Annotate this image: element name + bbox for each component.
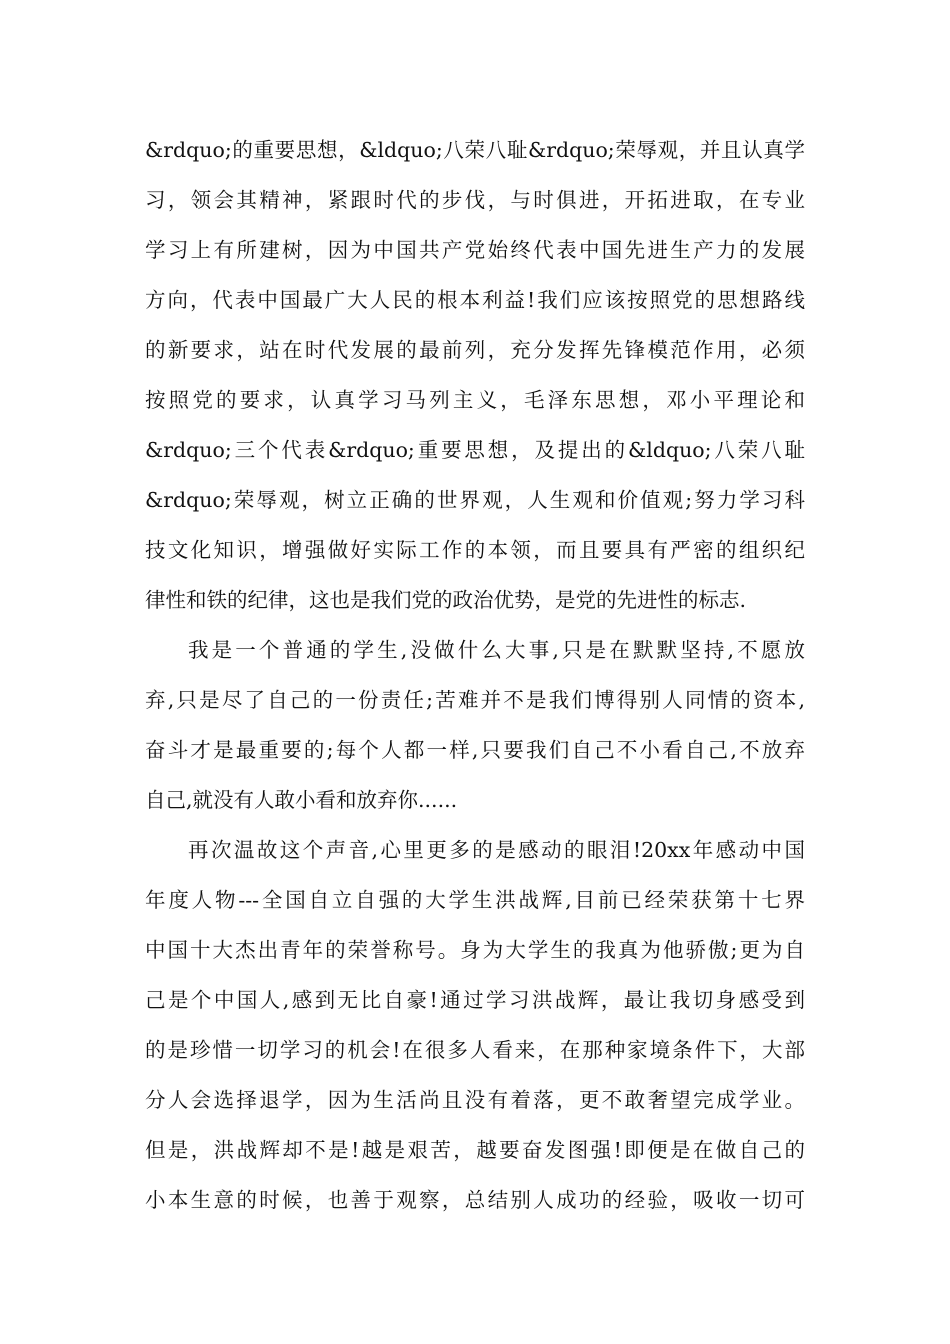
paragraph-2-line-1: 我是一个普通的学生,没做什么大事,只是在默默坚持,不愿放	[188, 638, 805, 662]
paragraph-1-line-10: 律性和铁的纪律，这也是我们党的政治优势，是党的先进性的标志.	[145, 588, 747, 612]
paragraph-2-line-3: 奋斗才是最重要的;每个人都一样,只要我们自己不小看自己,不放弃	[145, 738, 805, 762]
paragraph-3-line-8: 小本生意的时候，也善于观察，总结别人成功的经验，吸收一切可	[145, 1188, 805, 1212]
paragraph-1-line-4: 方向，代表中国最广大人民的根本利益!我们应该按照党的思想路线	[145, 288, 805, 312]
paragraph-3-line-1: 再次温故这个声音,心里更多的是感动的眼泪!20xx年感动中国	[188, 838, 805, 862]
paragraph-1-line-5: 的新要求，站在时代发展的最前列，充分发挥先锋模范作用，必须	[145, 338, 805, 362]
paragraph-3-line-5: 的是珍惜一切学习的机会!在很多人看来，在那种家境条件下，大部	[145, 1038, 805, 1062]
paragraph-3-line-7: 但是，洪战辉却不是!越是艰苦，越要奋发图强!即便是在做自己的	[145, 1138, 805, 1162]
paragraph-1-line-6: 按照党的要求，认真学习马列主义，毛泽东思想，邓小平理论和	[145, 388, 805, 412]
paragraph-3-line-3: 中国十大杰出青年的荣誉称号。身为大学生的我真为他骄傲;更为自	[145, 938, 805, 962]
paragraph-1-line-8: &rdquo;荣辱观，树立正确的世界观，人生观和价值观;努力学习科	[145, 488, 805, 512]
paragraph-1-line-3: 学习上有所建树，因为中国共产党始终代表中国先进生产力的发展	[145, 238, 805, 262]
paragraph-1-line-1: &rdquo;的重要思想，&ldquo;八荣八耻&rdquo;荣辱观，并且认真学	[145, 138, 805, 162]
paragraph-3-line-2: 年度人物---全国自立自强的大学生洪战辉,目前已经荣获第十七界	[145, 888, 805, 912]
paragraph-1-line-2: 习，领会其精神，紧跟时代的步伐，与时俱进，开拓进取，在专业	[145, 188, 805, 212]
paragraph-2-line-2: 弃,只是尽了自己的一份责任;苦难并不是我们博得别人同情的资本,	[145, 688, 805, 712]
paragraph-2-line-4: 自己,就没有人敢小看和放弃你......	[145, 788, 458, 812]
paragraph-1-line-9: 技文化知识，增强做好实际工作的本领，而且要具有严密的组织纪	[145, 538, 805, 562]
paragraph-3-line-4: 己是个中国人,感到无比自豪!通过学习洪战辉，最让我切身感受到	[145, 988, 805, 1012]
paragraph-3-line-6: 分人会选择退学，因为生活尚且没有着落，更不敢奢望完成学业。	[145, 1088, 805, 1112]
paragraph-1-line-7: &rdquo;三个代表&rdquo;重要思想，及提出的&ldquo;八荣八耻	[145, 438, 805, 462]
